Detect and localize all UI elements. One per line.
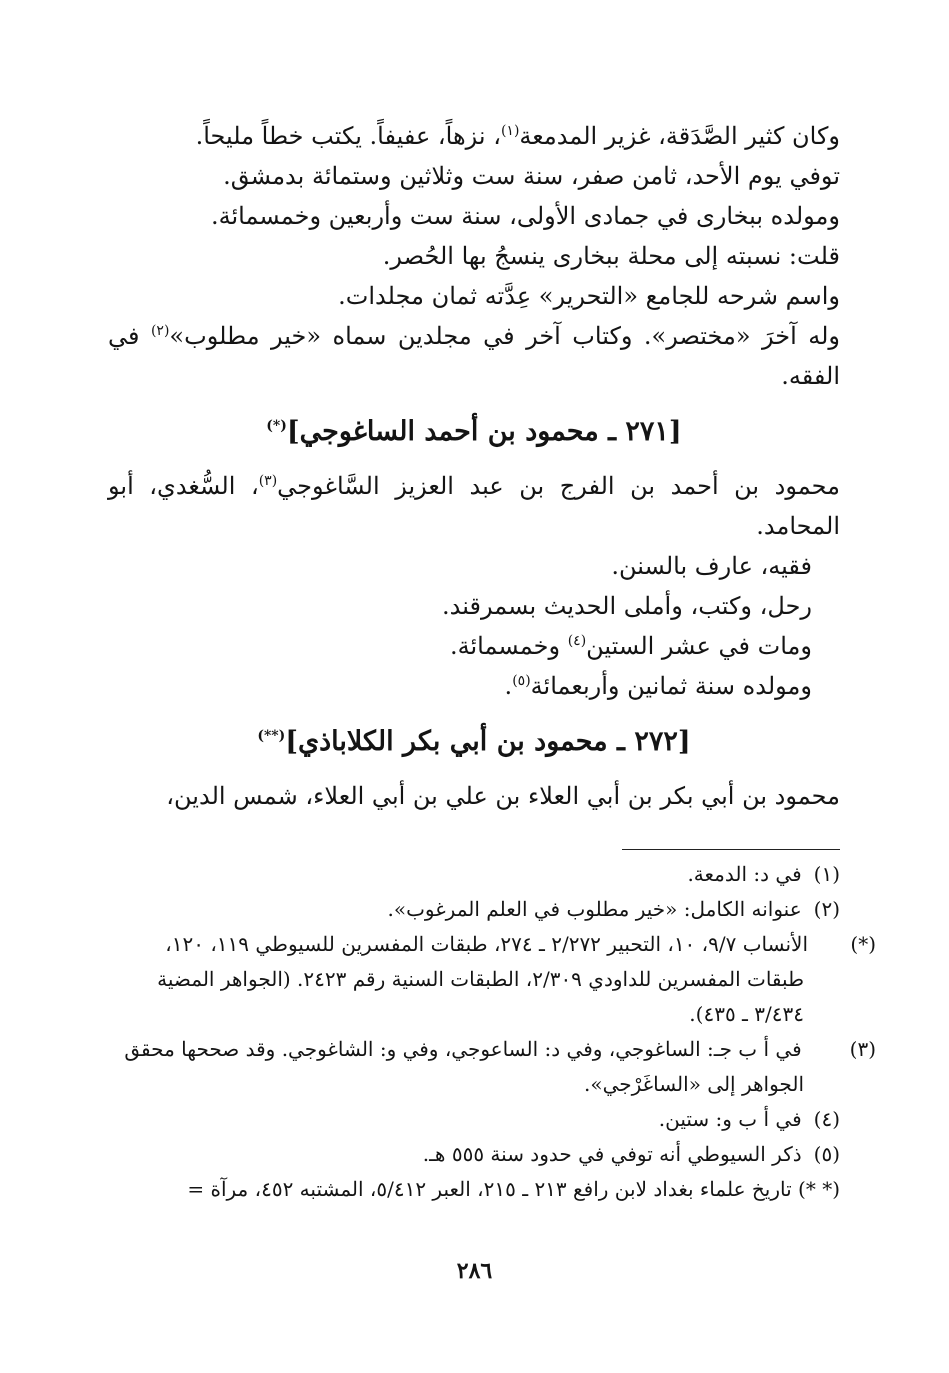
entry-271-line-3 xyxy=(108,626,840,666)
entry-272-opening: محمود بن أبي بكر بن أبي العلاء بن علي بن أبي العلاء، شمس الدين، xyxy=(166,782,840,810)
body-line-1 xyxy=(108,116,840,156)
footnote-marker: (٣) xyxy=(258,473,278,489)
footnote-number: (٤) xyxy=(813,1107,840,1131)
line-text: ، السُّغدي، أبو المحامد. xyxy=(108,472,840,540)
footnotes xyxy=(108,857,876,1207)
entry-271-heading xyxy=(108,410,840,454)
footnote-4 xyxy=(108,1102,840,1137)
footnote-marker: (٢) xyxy=(150,323,170,339)
line-text: . xyxy=(504,672,513,700)
heading-source-mark: (*) xyxy=(266,418,287,434)
footnote-number: (١) xyxy=(813,862,840,886)
footnote-double-star xyxy=(108,1172,840,1207)
footnote-number: (٣) xyxy=(849,1037,876,1061)
main-text xyxy=(108,116,840,816)
line-text: وكان كثير الصَّدَقة، غزير المدمعة xyxy=(519,122,840,150)
footnote-1 xyxy=(108,857,840,892)
footnote-3 xyxy=(108,1032,876,1102)
footnote-marker: (٥) xyxy=(512,673,531,689)
page-number: ٢٨٦ xyxy=(456,1258,493,1284)
footnote-text: في د: الدمعة. xyxy=(687,862,802,886)
body-line-4: قلت: نسبته إلى محلة ببخارى ينسجُ بها الحُصر. xyxy=(382,242,840,270)
footnote-text: ذكر السيوطي أنه توفي في حدود سنة ٥٥٥ هـ. xyxy=(422,1142,802,1166)
entry-271-line-2: رحل، وكتب، وأملى الحديث بسمرقند. xyxy=(442,592,812,620)
footnote-text: تاريخ علماء بغداد لابن رافع ٢١٣ ـ ٢١٥، العبر ٥/٤١٢، المشتبه ٤٥٢، مرآة = xyxy=(187,1177,792,1201)
footnote-text: في أ ب و: ستين. xyxy=(658,1107,802,1131)
body-line-5: واسم شرحه للجامع «التحرير» عِدَّته ثمان مجلدات. xyxy=(338,282,840,310)
footnote-number: (*) xyxy=(850,932,876,956)
line-text: ومات في عشر الستين xyxy=(586,632,812,660)
body-line-6 xyxy=(108,316,840,396)
entry-272-heading xyxy=(108,720,840,764)
line-text: ، نزهاً، عفيفاً. يكتب خطاً مليحاً. xyxy=(195,122,501,150)
heading-text: [٢٧٢ ـ محمود بن أبي بكر الكلاباذي] xyxy=(285,726,691,757)
footnote-number: (٢) xyxy=(813,897,840,921)
heading-text: [٢٧١ ـ محمود بن أحمد الساغوجي] xyxy=(286,416,682,447)
line-text: في الفقه. xyxy=(108,322,840,390)
footnote-number: (٥) xyxy=(813,1142,840,1166)
line-text: وخمسمائة. xyxy=(449,632,568,660)
footnote-marker: (١) xyxy=(500,123,520,139)
footnote-separator xyxy=(622,849,840,850)
footnote-marker: (٤) xyxy=(567,633,587,649)
entry-271-line-4 xyxy=(108,666,840,706)
line-text: ومولده سنة ثمانين وأربعمائة xyxy=(530,672,812,700)
entry-271-line-1: فقيه، عارف بالسنن. xyxy=(611,552,812,580)
body-line-2: توفي يوم الأحد، ثامن صفر، سنة ست وثلاثين وستمائة بدمشق. xyxy=(223,162,840,190)
line-text: وله آخرَ «مختصر». وكتاب آخر في مجلدين سماه «خير مطلوب» xyxy=(169,322,840,350)
entry-271-opening xyxy=(108,466,840,546)
footnote-text: الأنساب ٩/٧، ١٠، التحبير ٢/٢٧٢ ـ ٢٧٤، طبقات المفسرين للسيوطي ١١٩، ١٢٠، طبقات المفسرين للداودي ٢/٣٠٩، الطبقات السنية رقم ٢٤٢٣. (الجواهر المضية ٣/٤٣٤ ـ ٤٣٥). xyxy=(157,932,808,1026)
footnote-5 xyxy=(108,1137,840,1172)
body-line-3: ومولده ببخارى في جمادى الأولى، سنة ست وأربعين وخمسمائة. xyxy=(210,202,840,230)
footnote-star xyxy=(108,927,876,1032)
line-text: محمود بن أحمد بن الفرج بن عبد العزيز السَّاغوجي xyxy=(277,472,840,500)
footnote-text: عنوانه الكامل: «خير مطلوب في العلم المرغوب». xyxy=(387,897,802,921)
footnote-text: في أ ب جـ: الساغوجي، وفي د: الساعوجي، وفي و: الشاغوجي. وقد صححها محقق الجواهر إلى «الساغَرْجي». xyxy=(124,1037,804,1096)
heading-source-mark: (**) xyxy=(257,728,286,744)
footnote-number: (* *) xyxy=(798,1177,840,1201)
footnote-2 xyxy=(108,892,840,927)
